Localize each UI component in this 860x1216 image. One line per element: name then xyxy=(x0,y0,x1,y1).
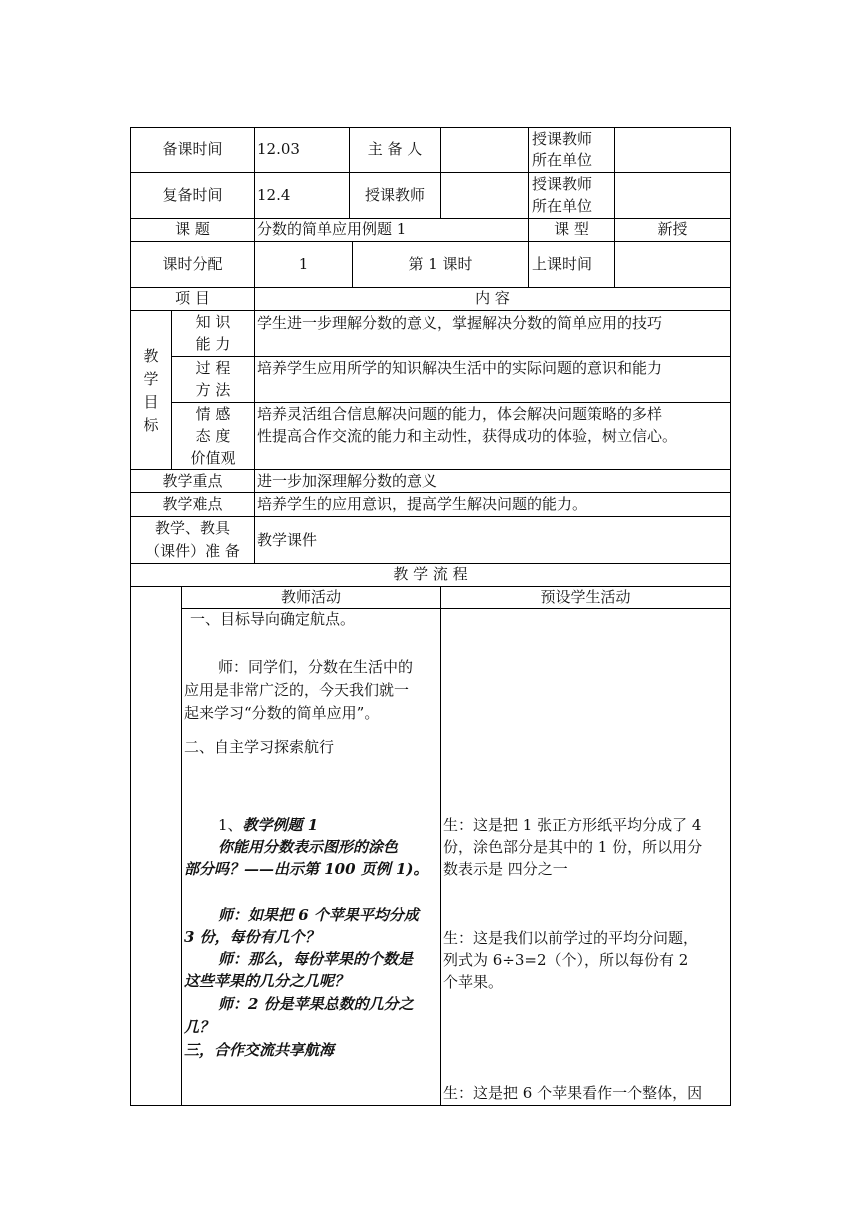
knowledge-label: 知 识 xyxy=(195,313,231,331)
review-time-label: 复备时间 xyxy=(162,186,223,204)
process-label: 方 法 xyxy=(195,381,231,399)
tools-text: 教学课件 xyxy=(257,531,318,549)
student-line: 个苹果。 xyxy=(443,973,504,991)
period-label: 课时分配 xyxy=(162,255,223,273)
topic-label: 课 题 xyxy=(175,220,210,238)
section-heading: 三，合作交流共享航海 xyxy=(184,1041,335,1059)
process-label: 过 程 xyxy=(195,359,231,377)
lesson-type-label: 课 型 xyxy=(554,220,589,238)
goals-side-label: 目 xyxy=(143,393,159,411)
student-line: 生：这是把 1 张正方形纸平均分成了 4 xyxy=(443,816,702,834)
emotion-label: 情 感 xyxy=(195,405,231,423)
teacher-question: 你能用分数表示图形的涂色 xyxy=(218,838,399,856)
flow-title: 教 学 流 程 xyxy=(393,565,468,583)
section-heading: 二、自主学习探索航行 xyxy=(184,738,335,756)
tools-label: （课件）准 备 xyxy=(145,542,240,560)
grid-line xyxy=(171,402,731,403)
key-point-label: 教学重点 xyxy=(162,472,223,490)
emotion-label: 价值观 xyxy=(190,449,236,467)
grid-line xyxy=(440,586,441,1105)
teacher-activity-header: 教师活动 xyxy=(280,588,341,606)
grid-line xyxy=(171,356,731,357)
knowledge-text: 学生进一步理解分数的意义，掌握解决分数的简单应用的技巧 xyxy=(257,314,663,332)
student-line: 列式为 6÷3=2（个），所以每份有 2 xyxy=(443,951,689,969)
grid-line xyxy=(130,516,731,517)
lesson-type-value: 新授 xyxy=(657,220,688,238)
teacher-line: 起来学习“分数的简单应用”。 xyxy=(184,704,380,722)
teacher-question: 这些苹果的几分之几呢？ xyxy=(184,972,350,990)
teacher-question: 部分吗？——出示第 100 页例 1)。 xyxy=(184,860,429,878)
teacher-unit-label: 授课教师 xyxy=(532,175,593,193)
key-point-text: 进一步加深理解分数的意义 xyxy=(257,472,438,490)
grid-line xyxy=(130,469,731,470)
student-line: 份，涂色部分是其中的 1 份，所以用分 xyxy=(443,838,703,856)
grid-line xyxy=(130,1105,731,1106)
grid-line xyxy=(181,586,182,1105)
example-title: 教学例题 1 xyxy=(242,816,319,834)
teacher-question: 3 份，每份有几个？ xyxy=(184,928,320,946)
grid-line xyxy=(614,127,615,287)
process-text: 培养学生应用所学的知识解决生活中的实际问题的意识和能力 xyxy=(257,359,663,377)
example-prefix: 1、 xyxy=(218,816,243,834)
teacher-question: 几？ xyxy=(184,1018,215,1036)
difficulty-text: 培养学生的应用意识，提高学生解决问题的能力。 xyxy=(257,495,588,513)
student-activity-header: 预设学生活动 xyxy=(540,588,631,606)
difficulty-label: 教学难点 xyxy=(162,495,223,513)
grid-line xyxy=(130,310,731,311)
content-header: 内 容 xyxy=(475,289,510,307)
grid-line xyxy=(528,127,529,287)
main-preparer-label: 主 备 人 xyxy=(367,140,423,158)
teacher-unit-label: 所在单位 xyxy=(532,197,593,215)
student-line: 生：这是我们以前学过的平均分问题， xyxy=(443,929,699,947)
period-value: 1 xyxy=(298,255,309,273)
review-time-value: 12.4 xyxy=(257,186,291,204)
goals-side-label: 教 xyxy=(143,347,159,365)
example-heading xyxy=(218,815,318,836)
item-header: 项 目 xyxy=(175,289,210,307)
period-text: 第 1 课时 xyxy=(408,255,473,273)
prep-time-value: 12.03 xyxy=(257,140,300,158)
grid-line xyxy=(254,127,255,310)
emotion-text: 培养灵活组合信息解决问题的能力，体会解决问题策略的多样 xyxy=(257,405,663,423)
teacher-question: 师：那么，每份苹果的个数是 xyxy=(218,950,414,968)
emotion-label: 态 度 xyxy=(195,427,231,445)
teacher-question: 师：2 份是苹果总数的几分之 xyxy=(218,995,414,1013)
grid-line xyxy=(730,127,731,1106)
knowledge-label: 能 力 xyxy=(195,335,231,353)
student-line: 数表示是 四分之一 xyxy=(443,860,568,878)
goals-side-label: 标 xyxy=(143,416,159,434)
grid-line xyxy=(130,492,731,493)
teacher-line: 应用是非常广泛的，今天我们就一 xyxy=(184,681,410,699)
grid-line xyxy=(130,241,731,242)
teacher-unit-label: 所在单位 xyxy=(532,151,593,169)
student-line: 生：这是把 6 个苹果看作一个整体，因 xyxy=(443,1084,703,1102)
grid-line xyxy=(254,310,255,563)
grid-line xyxy=(440,127,441,218)
teacher-label: 授课教师 xyxy=(364,186,425,204)
teacher-question: 师：如果把 6 个苹果平均分成 xyxy=(218,906,419,924)
teacher-line: 师：同学们，分数在生活中的 xyxy=(218,658,414,676)
emotion-text: 性提高合作交流的能力和主动性，获得成功的体验，树立信心。 xyxy=(257,427,678,445)
teacher-unit-label: 授课教师 xyxy=(532,130,593,148)
topic-value: 分数的简单应用例题 1 xyxy=(257,220,407,238)
grid-line xyxy=(130,127,731,128)
goals-side-label: 学 xyxy=(143,370,159,388)
section-heading: 一、目标导向确定航点。 xyxy=(190,610,356,628)
tools-label: 教学、教具 xyxy=(154,519,230,537)
prep-time-label: 备课时间 xyxy=(162,140,223,158)
grid-line xyxy=(130,172,731,173)
class-time-label: 上课时间 xyxy=(532,255,593,273)
